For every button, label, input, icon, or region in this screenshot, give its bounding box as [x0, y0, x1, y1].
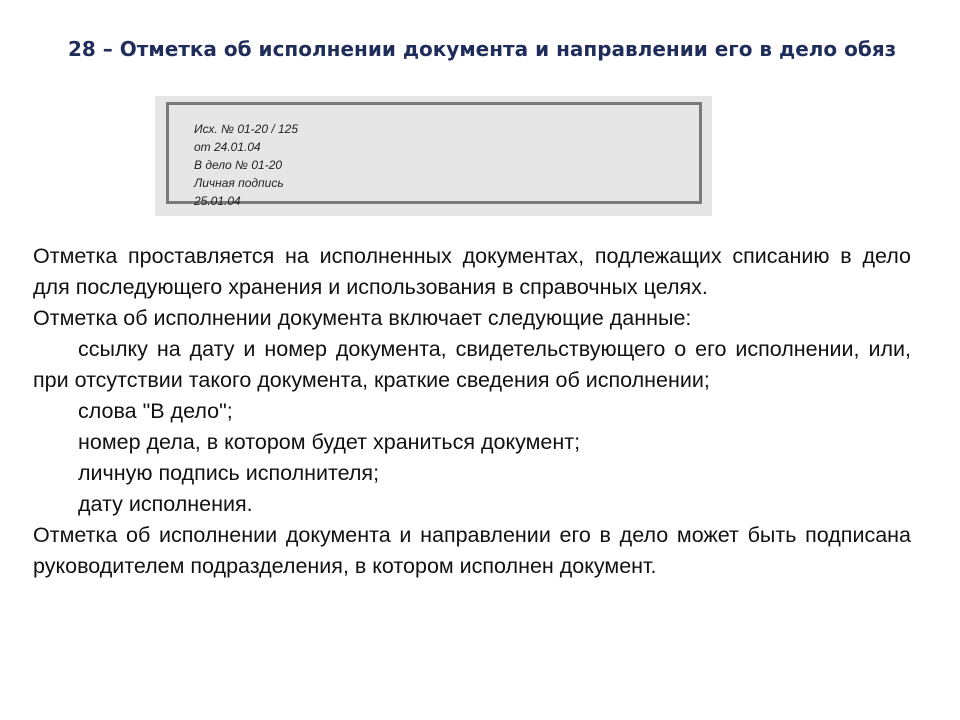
paragraph-purpose: Отметка проставляется на исполненных документах, подлежащих списанию в дело для последующего хранения и использования в справочных целях.	[33, 244, 911, 299]
outgoing-date-line: от 24.01.04	[194, 140, 261, 154]
list-item-to-file-words: слова "В дело";	[78, 399, 233, 423]
execution-mark-sample	[155, 96, 712, 216]
list-item-date: дату исполнения.	[78, 492, 253, 516]
execution-date-line: 25.01.04	[194, 194, 241, 208]
slide-title: 28 – Отметка об исполнении документа и направлении его в дело обяз	[68, 37, 897, 61]
signature-line: Личная подпись	[194, 176, 284, 190]
case-file-line: В дело № 01-20	[194, 158, 283, 172]
execution-mark-text	[194, 120, 298, 210]
list-item-case-number: номер дела, в котором будет храниться документ;	[78, 430, 581, 454]
paragraph-signing: Отметка об исполнении документа и направлении его в дело может быть подписана руководителем подразделения, в котором исполнен документ.	[33, 523, 911, 578]
execution-mark-frame	[166, 102, 702, 208]
paragraph-contents-intro: Отметка об исполнении документа включает следующие данные:	[33, 306, 692, 330]
outgoing-number-line: Исх. № 01-20 / 125	[194, 122, 299, 136]
list-item-signature: личную подпись исполнителя;	[78, 461, 380, 485]
list-item-reference: ссылку на дату и номер документа, свидетельствующего о его исполнении, или, при отсутствии такого документа, краткие сведения об исполнении;	[33, 337, 911, 392]
body-text	[33, 241, 911, 582]
